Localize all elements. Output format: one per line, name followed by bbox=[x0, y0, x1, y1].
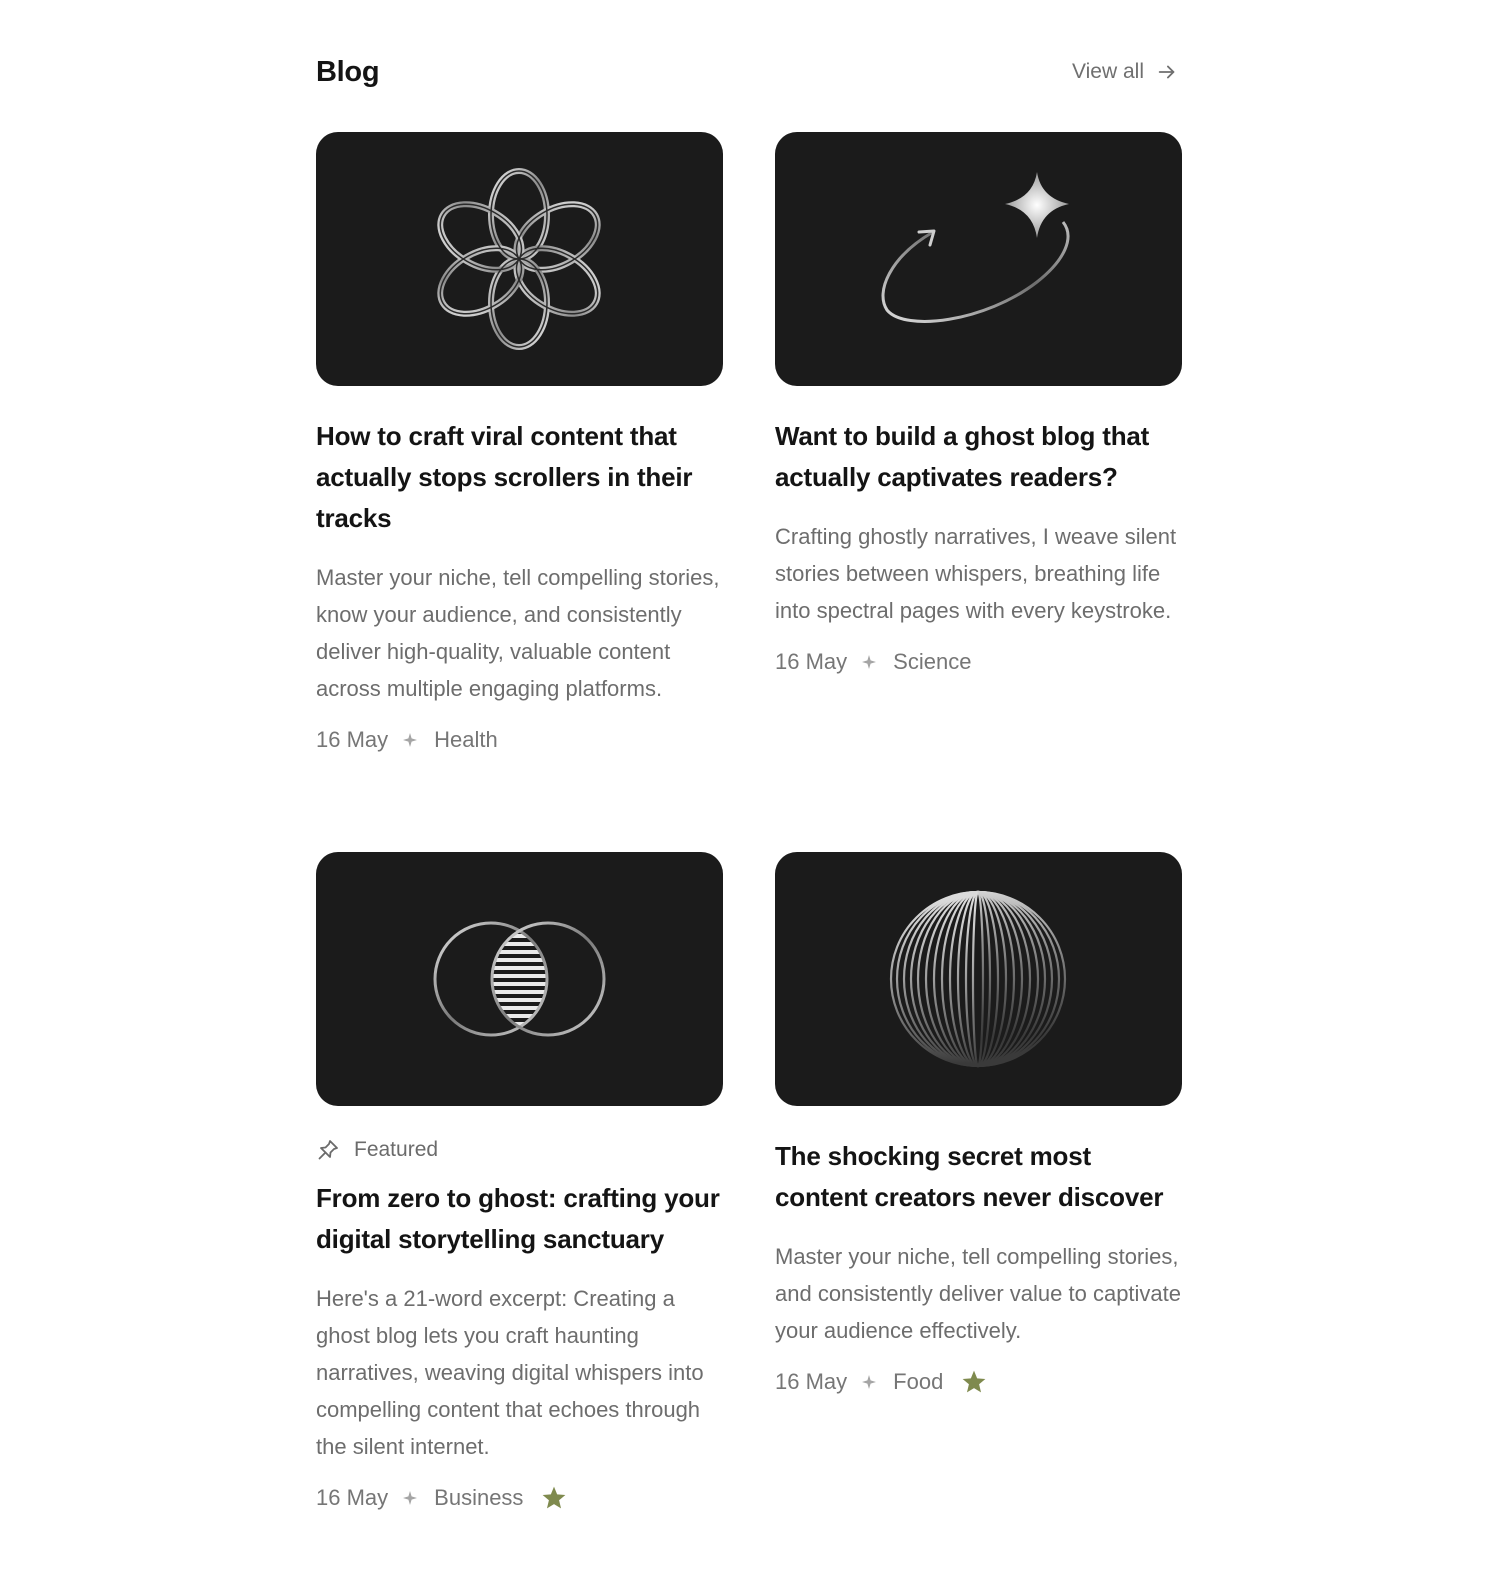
sparkle-separator-icon bbox=[402, 732, 418, 748]
overlapping-circles-icon bbox=[316, 852, 723, 1106]
view-all-link[interactable] bbox=[1072, 60, 1178, 84]
post-category[interactable]: Health bbox=[434, 727, 498, 752]
view-all-label: View all bbox=[1072, 60, 1144, 83]
post-thumbnail[interactable] bbox=[316, 132, 723, 386]
post-category[interactable]: Food bbox=[893, 1369, 944, 1394]
post-excerpt: Master your niche, tell compelling stories, and consistently deliver value to captivate your audience effectively. bbox=[775, 1244, 1182, 1343]
post-category[interactable]: Business bbox=[434, 1485, 524, 1510]
post-thumbnail[interactable] bbox=[775, 132, 1182, 386]
post-excerpt: Here's a 21-word excerpt: Creating a ghost blog lets you craft haunting narratives, weaving digital whispers into compelling content that echoes through the silent internet. bbox=[316, 1286, 704, 1459]
post-title[interactable]: The shocking secret most content creators never discover bbox=[775, 1141, 1164, 1212]
star-icon bbox=[961, 1369, 987, 1395]
post-meta bbox=[775, 1369, 1182, 1395]
post-title[interactable]: How to craft viral content that actually stops scrollers in their tracks bbox=[316, 421, 693, 533]
sparkle-separator-icon bbox=[861, 1374, 877, 1390]
post-meta bbox=[775, 649, 1182, 675]
post-card[interactable] bbox=[316, 852, 723, 1511]
post-card[interactable] bbox=[775, 132, 1182, 675]
post-title[interactable]: From zero to ghost: crafting your digital storytelling sanctuary bbox=[316, 1183, 720, 1254]
post-excerpt: Crafting ghostly narratives, I weave silent stories between whispers, breathing life into spectral pages with every keystroke. bbox=[775, 524, 1177, 623]
blog-header bbox=[316, 52, 1178, 98]
striped-sphere-icon bbox=[775, 852, 1182, 1106]
featured-badge bbox=[316, 1136, 723, 1164]
sparkle-separator-icon bbox=[861, 654, 877, 670]
post-card[interactable] bbox=[775, 852, 1182, 1395]
post-date: 16 May bbox=[316, 1485, 389, 1510]
post-excerpt: Master your niche, tell compelling stories, know your audience, and consistently deliver high-quality, valuable content across multiple engaging platforms. bbox=[316, 565, 720, 701]
post-thumbnail[interactable] bbox=[316, 852, 723, 1106]
post-meta bbox=[316, 727, 723, 753]
sparkle-orbit-icon bbox=[775, 132, 1182, 386]
post-meta bbox=[316, 1485, 723, 1511]
post-date: 16 May bbox=[775, 1369, 848, 1394]
post-category[interactable]: Science bbox=[893, 649, 972, 674]
flower-icon bbox=[316, 132, 723, 386]
post-card[interactable] bbox=[316, 132, 723, 753]
post-date: 16 May bbox=[316, 727, 389, 752]
star-icon bbox=[541, 1485, 567, 1511]
sparkle-separator-icon bbox=[402, 1490, 418, 1506]
section-title: Blog bbox=[316, 56, 380, 88]
arrow-right-icon bbox=[1156, 61, 1178, 83]
featured-label: Featured bbox=[354, 1138, 439, 1161]
post-thumbnail[interactable] bbox=[775, 852, 1182, 1106]
post-date: 16 May bbox=[775, 649, 848, 674]
post-title[interactable]: Want to build a ghost blog that actually captivates readers? bbox=[775, 421, 1150, 492]
pin-icon bbox=[316, 1138, 340, 1162]
